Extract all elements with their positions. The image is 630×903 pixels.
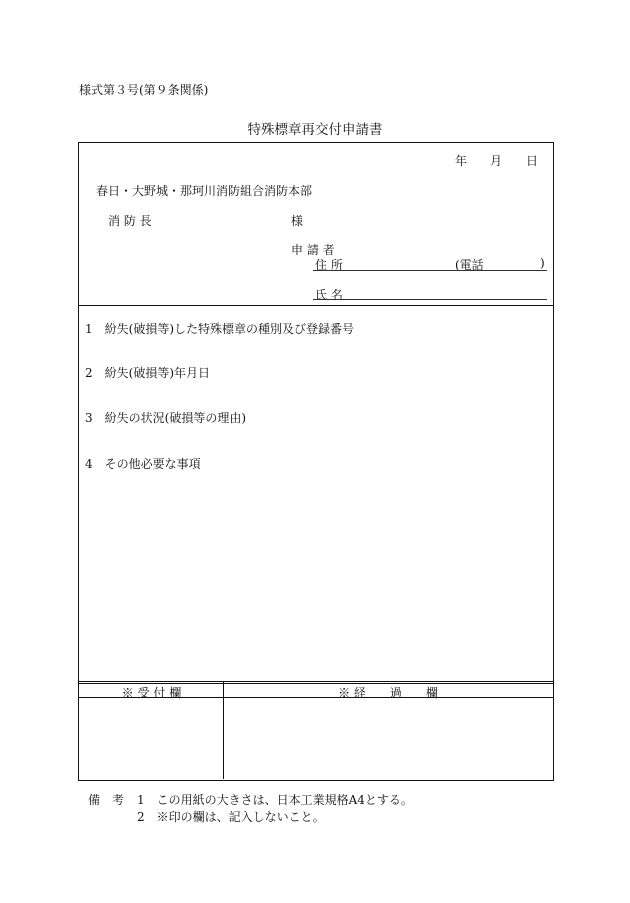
date-day-label: 日: [526, 154, 539, 168]
applicant-heading: 申 請 者: [291, 243, 335, 257]
recipient-title: 消 防 長: [108, 214, 152, 228]
document-title: 特殊標章再交付申請書: [247, 122, 383, 138]
phone-label: (電話: [455, 258, 484, 272]
item-lost-date: 2 紛失(破損等)年月日: [85, 366, 210, 380]
organization-name: 春日・大野城・那珂川消防組合消防本部: [96, 184, 313, 198]
form-number: 様式第３号(第９条関係): [79, 83, 209, 97]
note-reserved-fields: 2 ※印の欄は、記入しないこと。: [137, 810, 325, 824]
phone-close: ): [540, 256, 545, 270]
date-year-label: 年: [455, 154, 468, 168]
footer-top-line-1: [79, 681, 553, 682]
item-lost-badge-type: 1 紛失(破損等)した特殊標章の種別及び登録番号: [85, 322, 354, 336]
date-month-label: 月: [490, 154, 503, 168]
header-divider: [79, 305, 553, 306]
reception-column-header: ※ 受 付 欄: [121, 686, 182, 700]
honorific: 様: [291, 214, 304, 228]
address-underline: [313, 270, 547, 271]
name-underline: [313, 299, 547, 300]
progress-column-header: ※ 経 過 欄: [338, 686, 438, 700]
notes-label: 備 考: [88, 793, 125, 807]
address-label: 住 所: [315, 258, 343, 272]
item-other-matters: 4 その他必要な事項: [85, 457, 201, 471]
note-paper-size: 1 この用紙の大きさは、日本工業規格A4とする。: [137, 793, 413, 807]
item-lost-circumstances: 3 紛失の状況(破損等の理由): [85, 411, 246, 425]
name-label: 氏 名: [315, 288, 343, 302]
